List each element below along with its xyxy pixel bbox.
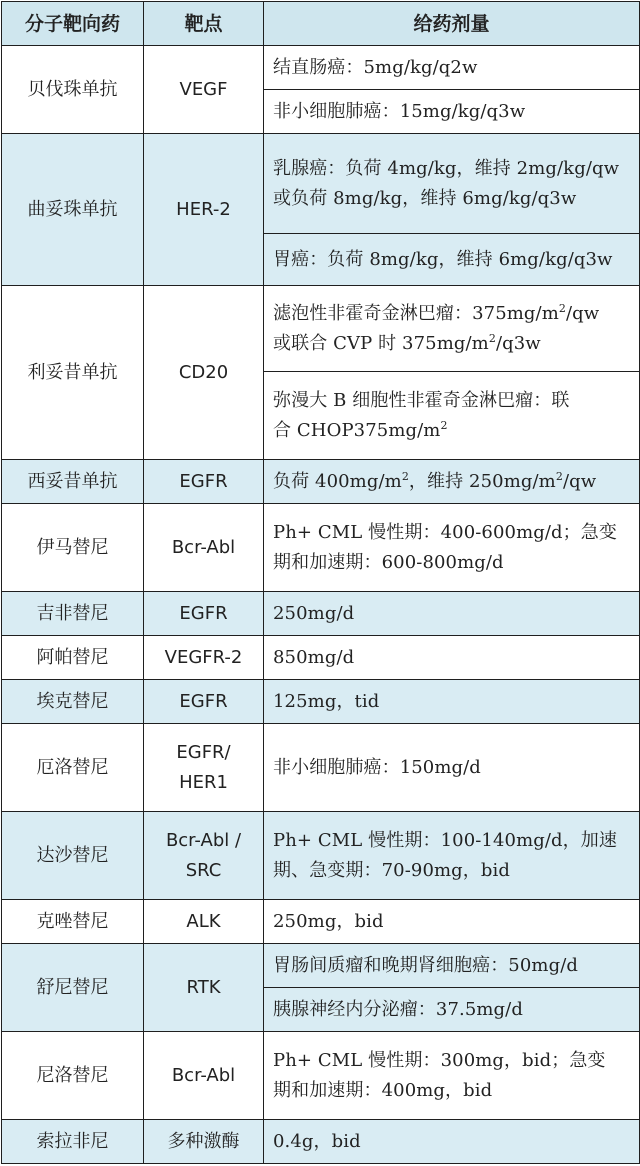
drug-dose: 0.4g，bid <box>264 1120 640 1164</box>
drug-target: EGFR <box>144 592 264 636</box>
drug-dose: 非小细胞肺癌：150mg/d <box>264 724 640 812</box>
table-row <box>2 636 640 680</box>
drug-name: 达沙替尼 <box>2 812 144 900</box>
drug-name: 克唑替尼 <box>2 900 144 944</box>
drug-name: 西妥昔单抗 <box>2 460 144 504</box>
drug-dose <box>264 812 640 900</box>
dose-line: Ph+ CML 慢性期：300mg，bid；急变 <box>273 1049 606 1071</box>
drug-name: 尼洛替尼 <box>2 1032 144 1120</box>
table-row <box>2 1032 640 1120</box>
header-dose: 给药剂量 <box>264 2 640 46</box>
drug-name: 阿帕替尼 <box>2 636 144 680</box>
drug-dose: 胰腺神经内分泌瘤：37.5mg/d <box>264 988 640 1032</box>
drug-target: CD20 <box>144 286 264 460</box>
drug-dose <box>264 372 640 460</box>
drug-name: 索拉非尼 <box>2 1120 144 1164</box>
table-row <box>2 944 640 988</box>
drug-dose: 850mg/d <box>264 636 640 680</box>
table-row <box>2 592 640 636</box>
drug-target: Bcr-Abl / SRC <box>144 812 264 900</box>
drug-target: EGFR <box>144 460 264 504</box>
drug-dose: 250mg/d <box>264 592 640 636</box>
drug-dose <box>264 134 640 234</box>
table-row <box>2 46 640 90</box>
table-row <box>2 680 640 724</box>
drug-name: 利妥昔单抗 <box>2 286 144 460</box>
drug-target: Bcr-Abl <box>144 1032 264 1120</box>
drug-name: 曲妥珠单抗 <box>2 134 144 286</box>
dose-line: 滤泡性非霍奇金淋巴瘤：$375mg/m^2/qw$ <box>273 301 600 324</box>
dose-line: 期和加速期：600-800mg/d <box>273 551 504 573</box>
drug-dose: 结直肠癌：5mg/kg/q2w <box>264 46 640 90</box>
dose-line: 期和加速期：400mg，bid <box>273 1079 493 1101</box>
drug-target: EGFR/ HER1 <box>144 724 264 812</box>
table-header-row <box>2 2 640 46</box>
drug-name: 舒尼替尼 <box>2 944 144 1032</box>
table-row <box>2 460 640 504</box>
drug-dose: 125mg，tid <box>264 680 640 724</box>
dose-line: Ph+ CML 慢性期：400-600mg/d；急变 <box>273 521 617 543</box>
dose-line: 弥漫大 B 细胞性非霍奇金淋巴瘤：联 <box>273 389 570 411</box>
drug-dose <box>264 1032 640 1120</box>
dose-line: 或负荷 8mg/kg，维持 6mg/kg/q3w <box>273 187 577 209</box>
table-row <box>2 286 640 372</box>
table-row <box>2 724 640 812</box>
drug-target: EGFR <box>144 680 264 724</box>
table-row <box>2 900 640 944</box>
table-row <box>2 134 640 234</box>
drug-target: VEGF <box>144 46 264 134</box>
header-target: 靶点 <box>144 2 264 46</box>
drug-dose: 胃肠间质瘤和晚期肾细胞癌：50mg/d <box>264 944 640 988</box>
drug-dosage-table <box>1 1 640 1164</box>
drug-name: 贝伐珠单抗 <box>2 46 144 134</box>
drug-target: 多种激酶 <box>144 1120 264 1164</box>
drug-dose: 250mg，bid <box>264 900 640 944</box>
dose-line: Ph+ CML 慢性期：100-140mg/d，加速 <box>273 829 617 851</box>
drug-dose: 非小细胞肺癌：15mg/kg/q3w <box>264 90 640 134</box>
dose-line: 或联合 CVP 时 $375mg/m^2/q3w$ <box>273 331 541 354</box>
drug-target: Bcr-Abl <box>144 504 264 592</box>
dose-line: 合 $CHOP375mg/m^2$ <box>273 418 448 441</box>
drug-dose <box>264 286 640 372</box>
drug-name: 埃克替尼 <box>2 680 144 724</box>
drug-name: 厄洛替尼 <box>2 724 144 812</box>
table-row <box>2 1120 640 1164</box>
table-row <box>2 504 640 592</box>
drug-name: 吉非替尼 <box>2 592 144 636</box>
dose-line: 乳腺癌：负荷 4mg/kg，维持 2mg/kg/qw <box>273 157 620 179</box>
drug-dose: 胃癌：负荷 8mg/kg，维持 6mg/kg/q3w <box>264 234 640 286</box>
drug-dose <box>264 504 640 592</box>
drug-dose: 负荷 $400mg/m^2$，维持 $250mg/m^2/qw$ <box>264 460 640 504</box>
header-drug: 分子靶向药 <box>2 2 144 46</box>
drug-target: HER-2 <box>144 134 264 286</box>
drug-target: RTK <box>144 944 264 1032</box>
table-row <box>2 812 640 900</box>
drug-target: ALK <box>144 900 264 944</box>
drug-name: 伊马替尼 <box>2 504 144 592</box>
drug-target: VEGFR-2 <box>144 636 264 680</box>
dose-line: 期、急变期：70-90mg，bid <box>273 859 510 881</box>
